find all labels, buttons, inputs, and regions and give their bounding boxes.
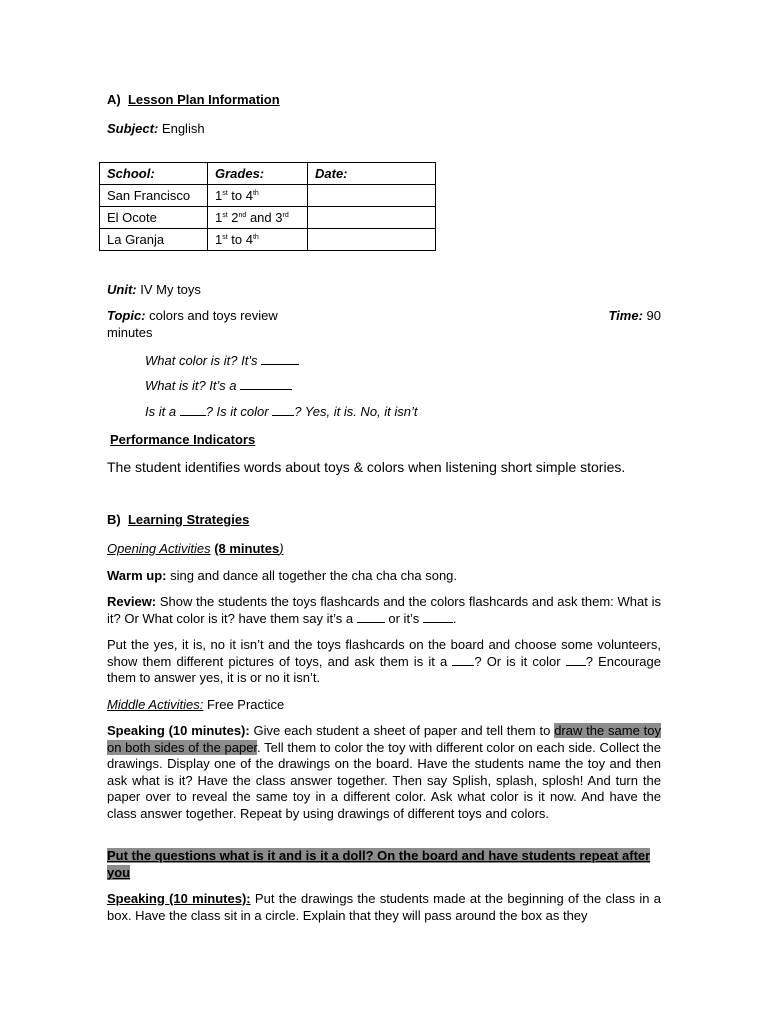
section-a-heading (107, 92, 280, 107)
unit-value: IV My toys (140, 282, 201, 297)
topic-label: Topic: (107, 308, 146, 323)
speaking-1-paragraph: Speaking (10 minutes): Give each student a sheet of paper and tell them to draw the same toy on both sides of the paper. Tell them to color the toy with different color on each side. Collect the drawings. Display one of the drawings on the board. Have the students name the toy and then ask what is it? Have the class answer together. Then say Splish, splash, splosh! And turn the paper over to reveal the same toy in a different color. Ask what color is it now. And have the class answer together. Repeat by using drawings of different toys and colors. (107, 723, 661, 821)
time-label: Time: (608, 308, 643, 323)
middle-label: Middle Activities: (107, 697, 204, 712)
review-label: Review: (107, 594, 157, 609)
middle-value: Free Practice (206, 697, 285, 712)
subject-line (107, 121, 205, 136)
date-cell (308, 185, 436, 207)
schools-table (99, 162, 436, 251)
section-b-heading (107, 512, 249, 527)
grades-cell: 1st 2nd and 3rd (208, 207, 308, 229)
highlighted-instruction: draw the same toy on both sides of the paper (107, 723, 661, 755)
warmup-text: sing and dance all together the cha cha cha song. (170, 568, 458, 583)
unit-label: Unit: (107, 282, 137, 297)
subject-value: English (161, 121, 205, 136)
school-cell: La Granja (100, 229, 208, 251)
header-school: School: (100, 163, 208, 185)
topic-value: colors and toys review (149, 308, 278, 323)
table-row (100, 229, 436, 251)
time-group (608, 308, 661, 325)
topic-block (107, 308, 661, 341)
phrase-3: Is it a ? Is it color ? Yes, it is. No, it isn’t (145, 404, 418, 419)
middle-activities (107, 697, 284, 712)
questions-note: Put the questions what is it and is it a doll? On the board and have students repeat after you (107, 848, 651, 880)
put-yes-paragraph: Put the yes, it is, no it isn’t and the toys flashcards on the board and choose some volunteers, show them different pictures of toys, and ask them is it a ? Or is it color ? Encourage them to answer yes, it is or no it isn’t. (107, 637, 661, 685)
table-row (100, 185, 436, 207)
section-b-letter: B) (107, 512, 121, 527)
opening-label: Opening Activities (107, 541, 211, 556)
phrase-1: What color is it? It’s (145, 353, 299, 368)
table-row (100, 207, 436, 229)
subject-label: Subject: (107, 121, 159, 136)
phrase-2: What is it? It’s a (145, 378, 292, 393)
time-value: 90 (646, 308, 661, 323)
review-paragraph: Review: Show the students the toys flashcards and the colors flashcards and ask them: What is it? Or What color is it? have them say it’s a or it’s . (107, 594, 661, 626)
speaking-1-label: Speaking (10 minutes): (107, 723, 250, 738)
speaking-2-label: Speaking (10 minutes): (107, 891, 251, 906)
table-header-row (100, 163, 436, 185)
date-cell (308, 229, 436, 251)
school-cell: San Francisco (100, 185, 208, 207)
opening-activities: Opening Activities (8 minutes) (107, 541, 284, 556)
grades-cell: 1st to 4th (208, 229, 308, 251)
school-cell: El Ocote (100, 207, 208, 229)
performance-title: Performance Indicators (110, 432, 256, 447)
grades-cell: 1st to 4th (208, 185, 308, 207)
header-date: Date: (308, 163, 436, 185)
section-b-title: Learning Strategies (127, 512, 250, 527)
section-a-title: Lesson Plan Information (127, 92, 280, 107)
warmup-line (107, 568, 457, 583)
warmup-label: Warm up: (107, 568, 167, 583)
section-a-letter: A) (107, 92, 121, 107)
opening-time: (8 minutes (214, 541, 280, 556)
speaking-2-paragraph: Speaking (10 minutes): Put the drawings the students made at the beginning of the class in a box. Have the class sit in a circle. Explain that they will pass around the box as they (107, 891, 661, 923)
performance-text: The student identifies words about toys & colors when listening short simple stories. (107, 459, 626, 475)
unit-line (107, 282, 201, 297)
time-unit: minutes (107, 324, 153, 340)
date-cell (308, 207, 436, 229)
header-grades: Grades: (208, 163, 308, 185)
